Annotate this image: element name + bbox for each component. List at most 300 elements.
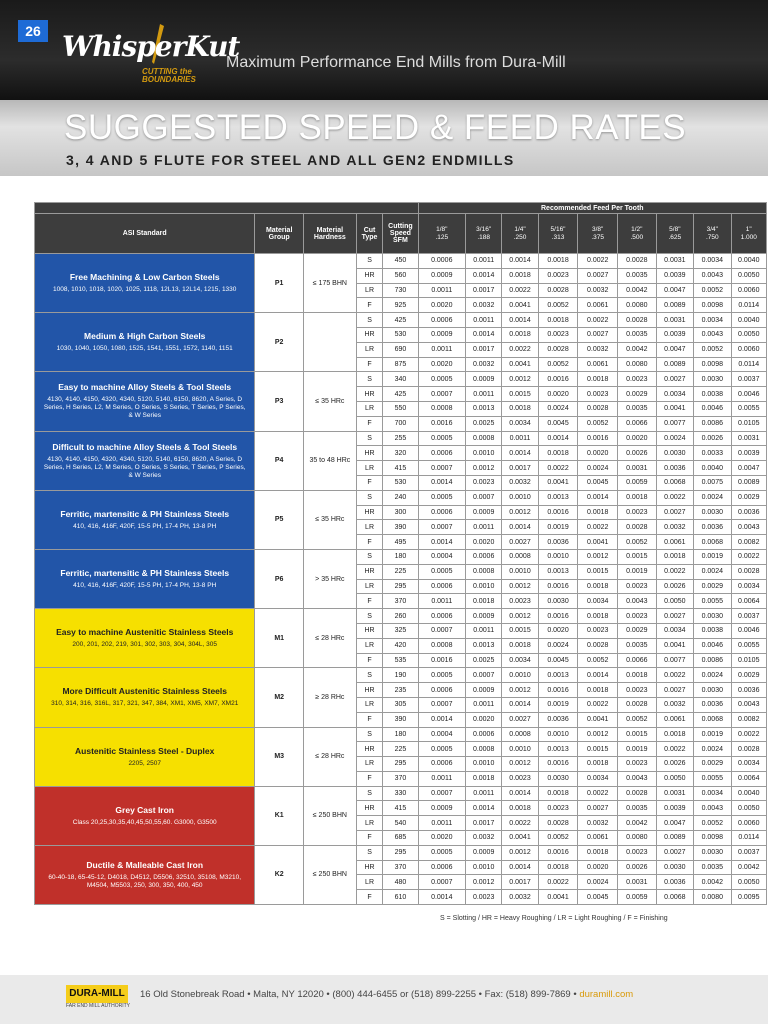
feed-cell: 0.0105 bbox=[731, 653, 766, 668]
feed-cell: 0.0005 bbox=[418, 372, 465, 387]
feed-cell: 0.0035 bbox=[618, 268, 657, 283]
feed-cell: 0.0034 bbox=[656, 387, 693, 402]
table-body bbox=[35, 254, 767, 905]
feed-cell: 0.0008 bbox=[418, 401, 465, 416]
cut-type-cell: S bbox=[356, 727, 382, 742]
feed-cell: 0.0052 bbox=[578, 416, 618, 431]
cut-type-cell: HR bbox=[356, 446, 382, 461]
material-group-cell: P6 bbox=[255, 549, 303, 608]
feed-cell: 0.0018 bbox=[538, 786, 578, 801]
feed-cell: 0.0019 bbox=[694, 727, 731, 742]
feed-cell: 0.0030 bbox=[694, 505, 731, 520]
feed-cell: 0.0029 bbox=[618, 623, 657, 638]
feed-cell: 0.0018 bbox=[502, 401, 538, 416]
table-row bbox=[35, 372, 767, 387]
feed-cell: 0.0023 bbox=[618, 757, 657, 772]
material-group-cell: K2 bbox=[255, 845, 303, 904]
feed-cell: 0.0006 bbox=[418, 446, 465, 461]
feed-cell: 0.0095 bbox=[731, 890, 766, 905]
feed-cell: 0.0018 bbox=[538, 860, 578, 875]
feed-cell: 0.0014 bbox=[502, 520, 538, 535]
feed-cell: 0.0032 bbox=[578, 816, 618, 831]
sfm-cell: 225 bbox=[383, 742, 418, 757]
feed-cell: 0.0016 bbox=[538, 505, 578, 520]
table-row bbox=[35, 668, 767, 683]
feed-cell: 0.0041 bbox=[502, 357, 538, 372]
feed-cell: 0.0028 bbox=[538, 816, 578, 831]
feed-cell: 0.0024 bbox=[656, 431, 693, 446]
material-hardness-cell: 35 to 48 HRc bbox=[303, 431, 356, 490]
page-footer bbox=[0, 975, 768, 1024]
feed-cell: 0.0023 bbox=[465, 890, 501, 905]
feed-cell: 0.0024 bbox=[694, 564, 731, 579]
col-diameter: 1" 1.000 bbox=[731, 214, 766, 254]
feed-cell: 0.0018 bbox=[578, 845, 618, 860]
feed-cell: 0.0038 bbox=[694, 387, 731, 402]
feed-cell: 0.0034 bbox=[656, 623, 693, 638]
material-hardness-cell: ≤ 175 BHN bbox=[303, 254, 356, 313]
material-hardness-cell: ≤ 28 HRc bbox=[303, 609, 356, 668]
cut-type-cell: HR bbox=[356, 742, 382, 757]
table-row bbox=[35, 313, 767, 328]
cut-type-cell: LR bbox=[356, 875, 382, 890]
feed-cell: 0.0052 bbox=[538, 831, 578, 846]
feed-cell: 0.0015 bbox=[502, 387, 538, 402]
feed-cell: 0.0011 bbox=[502, 431, 538, 446]
footer-url[interactable]: duramill.com bbox=[579, 989, 634, 1000]
sfm-cell: 540 bbox=[383, 816, 418, 831]
feed-cell: 0.0025 bbox=[465, 416, 501, 431]
feed-cell: 0.0013 bbox=[538, 490, 578, 505]
feed-cell: 0.0015 bbox=[578, 564, 618, 579]
feed-cell: 0.0029 bbox=[731, 490, 766, 505]
feed-cell: 0.0020 bbox=[465, 712, 501, 727]
feed-cell: 0.0043 bbox=[618, 771, 657, 786]
feed-cell: 0.0013 bbox=[538, 668, 578, 683]
cut-type-cell: S bbox=[356, 490, 382, 505]
feed-cell: 0.0010 bbox=[502, 742, 538, 757]
feed-cell: 0.0018 bbox=[502, 327, 538, 342]
feed-cell: 0.0050 bbox=[656, 594, 693, 609]
feed-cell: 0.0018 bbox=[578, 757, 618, 772]
material-title: Ductile & Malleable Cast Iron bbox=[86, 859, 204, 870]
feed-cell: 0.0005 bbox=[418, 668, 465, 683]
sfm-cell: 390 bbox=[383, 712, 418, 727]
feed-cell: 0.0012 bbox=[578, 727, 618, 742]
cut-type-cell: F bbox=[356, 475, 382, 490]
feed-cell: 0.0045 bbox=[538, 416, 578, 431]
feed-cell: 0.0035 bbox=[618, 801, 657, 816]
feed-cell: 0.0020 bbox=[538, 387, 578, 402]
material-title: Ferritic, martensitic & PH Stainless Steels bbox=[60, 568, 230, 579]
feed-cell: 0.0024 bbox=[538, 401, 578, 416]
feed-cell: 0.0040 bbox=[731, 254, 766, 269]
feed-cell: 0.0025 bbox=[465, 653, 501, 668]
feed-cell: 0.0024 bbox=[694, 490, 731, 505]
feed-cell: 0.0068 bbox=[656, 475, 693, 490]
sfm-cell: 480 bbox=[383, 875, 418, 890]
feed-cell: 0.0046 bbox=[731, 623, 766, 638]
cut-type-legend: S = Slotting / HR = Heavy Roughing / LR = Light Roughing / F = Finishing bbox=[440, 915, 668, 922]
feed-cell: 0.0077 bbox=[656, 653, 693, 668]
sfm-cell: 925 bbox=[383, 298, 418, 313]
feed-cell: 0.0089 bbox=[656, 298, 693, 313]
feed-cell: 0.0012 bbox=[502, 579, 538, 594]
dura-mill-logo: DURA-MILL bbox=[66, 985, 128, 1003]
feed-cell: 0.0019 bbox=[618, 564, 657, 579]
col-diameter: 5/16" .313 bbox=[538, 214, 578, 254]
cut-type-cell: F bbox=[356, 653, 382, 668]
feed-cell: 0.0050 bbox=[731, 801, 766, 816]
cut-type-cell: S bbox=[356, 254, 382, 269]
feed-cell: 0.0022 bbox=[538, 461, 578, 476]
feed-cell: 0.0022 bbox=[656, 668, 693, 683]
sfm-cell: 420 bbox=[383, 638, 418, 653]
sfm-cell: 190 bbox=[383, 668, 418, 683]
feed-cell: 0.0098 bbox=[694, 298, 731, 313]
sfm-cell: 180 bbox=[383, 727, 418, 742]
feed-cell: 0.0024 bbox=[694, 742, 731, 757]
sfm-cell: 305 bbox=[383, 697, 418, 712]
table-row bbox=[35, 786, 767, 801]
feed-cell: 0.0080 bbox=[694, 890, 731, 905]
feed-cell: 0.0018 bbox=[538, 313, 578, 328]
feed-cell: 0.0011 bbox=[418, 342, 465, 357]
feed-cell: 0.0026 bbox=[656, 757, 693, 772]
feed-cell: 0.0042 bbox=[618, 342, 657, 357]
table-row bbox=[35, 609, 767, 624]
feed-cell: 0.0004 bbox=[418, 727, 465, 742]
feed-cell: 0.0030 bbox=[656, 446, 693, 461]
feed-cell: 0.0034 bbox=[731, 579, 766, 594]
col-material-group: Material Group bbox=[255, 214, 303, 254]
sfm-cell: 255 bbox=[383, 431, 418, 446]
sfm-cell: 425 bbox=[383, 313, 418, 328]
table-row bbox=[35, 727, 767, 742]
sfm-cell: 610 bbox=[383, 890, 418, 905]
feed-cell: 0.0020 bbox=[418, 298, 465, 313]
feed-cell: 0.0036 bbox=[538, 535, 578, 550]
feed-cell: 0.0032 bbox=[578, 342, 618, 357]
feed-cell: 0.0061 bbox=[656, 535, 693, 550]
material-title: More Difficult Austenitic Stainless Steels bbox=[62, 686, 227, 697]
feed-cell: 0.0041 bbox=[578, 535, 618, 550]
feed-cell: 0.0014 bbox=[418, 712, 465, 727]
feed-cell: 0.0026 bbox=[618, 860, 657, 875]
feed-cell: 0.0032 bbox=[656, 520, 693, 535]
feed-cell: 0.0028 bbox=[578, 401, 618, 416]
sfm-cell: 320 bbox=[383, 446, 418, 461]
feed-cell: 0.0017 bbox=[465, 283, 501, 298]
sfm-cell: 425 bbox=[383, 387, 418, 402]
feed-cell: 0.0098 bbox=[694, 831, 731, 846]
material-grades: 310, 314, 316, 316L, 317, 321, 347, 384, XM1, XM5, XM7, XM21 bbox=[51, 700, 239, 708]
feed-cell: 0.0061 bbox=[578, 831, 618, 846]
sfm-cell: 370 bbox=[383, 771, 418, 786]
cut-type-cell: F bbox=[356, 890, 382, 905]
feed-cell: 0.0023 bbox=[618, 845, 657, 860]
material-standard-cell bbox=[35, 254, 255, 313]
feed-cell: 0.0042 bbox=[618, 816, 657, 831]
material-grades: 410, 416, 416F, 420F, 15-5 PH, 17-4 PH, 13-8 PH bbox=[73, 522, 217, 530]
material-group-cell: P1 bbox=[255, 254, 303, 313]
material-hardness-cell: ≤ 35 HRc bbox=[303, 490, 356, 549]
feed-cell: 0.0010 bbox=[502, 564, 538, 579]
feed-cell: 0.0005 bbox=[418, 431, 465, 446]
feed-cell: 0.0043 bbox=[731, 697, 766, 712]
feed-cell: 0.0012 bbox=[502, 372, 538, 387]
feed-cell: 0.0008 bbox=[465, 564, 501, 579]
feed-cell: 0.0016 bbox=[538, 372, 578, 387]
cut-type-cell: HR bbox=[356, 623, 382, 638]
feed-cell: 0.0005 bbox=[418, 564, 465, 579]
feed-cell: 0.0004 bbox=[418, 549, 465, 564]
feed-cell: 0.0016 bbox=[538, 757, 578, 772]
material-grades: 4130, 4140, 4150, 4320, 4340, 5120, 5140, 6150, 8620, A Series, D Series, H Series, L2, M Series, O Series, S Series, T Series, P Series, & W Series bbox=[43, 455, 246, 479]
header-blank bbox=[35, 203, 419, 214]
cut-type-cell: F bbox=[356, 594, 382, 609]
feed-cell: 0.0022 bbox=[502, 816, 538, 831]
feed-cell: 0.0022 bbox=[502, 342, 538, 357]
material-hardness-cell: ≤ 35 HRc bbox=[303, 372, 356, 431]
feed-cell: 0.0089 bbox=[731, 475, 766, 490]
material-standard-cell bbox=[35, 786, 255, 845]
feed-cell: 0.0035 bbox=[618, 327, 657, 342]
feed-cell: 0.0015 bbox=[618, 727, 657, 742]
feed-cell: 0.0007 bbox=[465, 490, 501, 505]
sfm-cell: 415 bbox=[383, 461, 418, 476]
feed-cell: 0.0027 bbox=[578, 268, 618, 283]
feed-cell: 0.0039 bbox=[656, 801, 693, 816]
feed-cell: 0.0036 bbox=[731, 505, 766, 520]
feed-cell: 0.0028 bbox=[538, 283, 578, 298]
feed-cell: 0.0020 bbox=[578, 446, 618, 461]
feed-cell: 0.0023 bbox=[538, 801, 578, 816]
cut-type-cell: F bbox=[356, 535, 382, 550]
material-title: Easy to machine Alloy Steels & Tool Steels bbox=[58, 382, 232, 393]
feed-cell: 0.0028 bbox=[618, 697, 657, 712]
feed-cell: 0.0061 bbox=[656, 712, 693, 727]
sfm-cell: 530 bbox=[383, 327, 418, 342]
sfm-cell: 550 bbox=[383, 401, 418, 416]
feed-cell: 0.0027 bbox=[502, 535, 538, 550]
cut-type-cell: LR bbox=[356, 342, 382, 357]
material-hardness-cell: ≤ 250 BHN bbox=[303, 786, 356, 845]
feed-cell: 0.0019 bbox=[618, 742, 657, 757]
feed-cell: 0.0037 bbox=[731, 372, 766, 387]
feed-cell: 0.0018 bbox=[578, 579, 618, 594]
feed-cell: 0.0041 bbox=[538, 475, 578, 490]
material-group-cell: P5 bbox=[255, 490, 303, 549]
feed-cell: 0.0041 bbox=[502, 298, 538, 313]
feed-cell: 0.0018 bbox=[538, 254, 578, 269]
feed-cell: 0.0006 bbox=[418, 609, 465, 624]
feed-cell: 0.0059 bbox=[618, 890, 657, 905]
feed-cell: 0.0023 bbox=[618, 683, 657, 698]
feed-cell: 0.0022 bbox=[578, 254, 618, 269]
feed-cell: 0.0020 bbox=[418, 831, 465, 846]
feed-cell: 0.0068 bbox=[694, 535, 731, 550]
material-title: Medium & High Carbon Steels bbox=[84, 331, 206, 342]
feed-cell: 0.0024 bbox=[578, 875, 618, 890]
cut-type-cell: LR bbox=[356, 697, 382, 712]
feed-cell: 0.0007 bbox=[418, 520, 465, 535]
col-diameter: 3/16" .188 bbox=[465, 214, 501, 254]
cut-type-cell: F bbox=[356, 298, 382, 313]
sfm-cell: 685 bbox=[383, 831, 418, 846]
feed-cell: 0.0060 bbox=[731, 816, 766, 831]
feed-cell: 0.0026 bbox=[694, 431, 731, 446]
feed-cell: 0.0006 bbox=[418, 683, 465, 698]
material-title: Grey Cast Iron bbox=[115, 804, 174, 815]
feed-cell: 0.0010 bbox=[465, 860, 501, 875]
feed-cell: 0.0023 bbox=[578, 623, 618, 638]
material-standard-cell bbox=[35, 549, 255, 608]
feed-cell: 0.0042 bbox=[618, 283, 657, 298]
feed-cell: 0.0038 bbox=[694, 623, 731, 638]
feed-cell: 0.0046 bbox=[694, 401, 731, 416]
feed-cell: 0.0022 bbox=[656, 742, 693, 757]
header-row-top bbox=[35, 203, 767, 214]
feed-cell: 0.0036 bbox=[694, 520, 731, 535]
feed-cell: 0.0066 bbox=[618, 416, 657, 431]
header-tagline: Maximum Performance End Mills from Dura-Mill bbox=[226, 54, 566, 71]
feed-cell: 0.0052 bbox=[538, 298, 578, 313]
feed-cell: 0.0034 bbox=[731, 757, 766, 772]
feed-cell: 0.0089 bbox=[656, 357, 693, 372]
feed-cell: 0.0047 bbox=[731, 461, 766, 476]
cut-type-cell: F bbox=[356, 416, 382, 431]
feed-cell: 0.0028 bbox=[538, 342, 578, 357]
feed-cell: 0.0011 bbox=[465, 623, 501, 638]
feed-cell: 0.0007 bbox=[418, 697, 465, 712]
feed-cell: 0.0023 bbox=[538, 327, 578, 342]
feed-cell: 0.0018 bbox=[465, 594, 501, 609]
feed-cell: 0.0037 bbox=[731, 609, 766, 624]
material-grades: 4130, 4140, 4150, 4320, 4340, 5120, 5140, 6150, 8620, A Series, D Series, H Series, L2, M Series, O Series, S Series, T Series, P Series, & W Series bbox=[43, 396, 246, 420]
sfm-cell: 240 bbox=[383, 490, 418, 505]
feed-cell: 0.0039 bbox=[731, 446, 766, 461]
cut-type-cell: LR bbox=[356, 283, 382, 298]
feed-cell: 0.0027 bbox=[578, 327, 618, 342]
feed-cell: 0.0022 bbox=[731, 727, 766, 742]
material-grades: 60-40-18, 65-45-12, D4018, D4512, D5506, 32510, 35108, M3210, M4504, M5503, 250, 300, 350, 400, 450 bbox=[48, 873, 242, 889]
sfm-cell: 730 bbox=[383, 283, 418, 298]
feed-cell: 0.0030 bbox=[538, 594, 578, 609]
feed-cell: 0.0030 bbox=[694, 845, 731, 860]
feed-cell: 0.0009 bbox=[465, 372, 501, 387]
feed-cell: 0.0023 bbox=[465, 475, 501, 490]
feed-cell: 0.0029 bbox=[694, 579, 731, 594]
feed-cell: 0.0018 bbox=[656, 727, 693, 742]
feed-cell: 0.0020 bbox=[578, 860, 618, 875]
feed-cell: 0.0047 bbox=[656, 342, 693, 357]
feed-cell: 0.0028 bbox=[618, 313, 657, 328]
feed-cell: 0.0035 bbox=[618, 638, 657, 653]
feed-cell: 0.0039 bbox=[656, 327, 693, 342]
cut-type-cell: HR bbox=[356, 268, 382, 283]
feed-cell: 0.0015 bbox=[618, 549, 657, 564]
feed-cell: 0.0011 bbox=[465, 254, 501, 269]
feed-cell: 0.0020 bbox=[418, 357, 465, 372]
feed-cell: 0.0031 bbox=[731, 431, 766, 446]
feed-cell: 0.0082 bbox=[731, 535, 766, 550]
feed-cell: 0.0055 bbox=[731, 638, 766, 653]
feed-cell: 0.0080 bbox=[618, 831, 657, 846]
feed-cell: 0.0052 bbox=[618, 712, 657, 727]
cut-type-cell: HR bbox=[356, 564, 382, 579]
sfm-cell: 370 bbox=[383, 594, 418, 609]
feed-cell: 0.0028 bbox=[578, 638, 618, 653]
feed-cell: 0.0011 bbox=[418, 816, 465, 831]
feed-cell: 0.0040 bbox=[731, 786, 766, 801]
cut-type-cell: S bbox=[356, 786, 382, 801]
feed-cell: 0.0007 bbox=[418, 387, 465, 402]
material-title: Free Machining & Low Carbon Steels bbox=[69, 272, 220, 283]
feed-cell: 0.0086 bbox=[694, 416, 731, 431]
feed-cell: 0.0010 bbox=[465, 757, 501, 772]
cut-type-cell: S bbox=[356, 313, 382, 328]
feed-cell: 0.0011 bbox=[418, 771, 465, 786]
feed-cell: 0.0006 bbox=[418, 757, 465, 772]
cut-type-cell: F bbox=[356, 712, 382, 727]
feed-cell: 0.0050 bbox=[656, 771, 693, 786]
feed-cell: 0.0022 bbox=[731, 549, 766, 564]
cut-type-cell: LR bbox=[356, 816, 382, 831]
feed-cell: 0.0032 bbox=[465, 357, 501, 372]
feed-cell: 0.0029 bbox=[618, 387, 657, 402]
feed-cell: 0.0045 bbox=[578, 890, 618, 905]
feed-cell: 0.0077 bbox=[656, 416, 693, 431]
feed-cell: 0.0013 bbox=[538, 564, 578, 579]
feed-cell: 0.0018 bbox=[578, 372, 618, 387]
material-standard-cell bbox=[35, 313, 255, 372]
feed-cell: 0.0036 bbox=[656, 875, 693, 890]
col-cutting-speed: Cutting Speed SFM bbox=[383, 214, 418, 254]
table-row bbox=[35, 490, 767, 505]
feed-cell: 0.0052 bbox=[618, 535, 657, 550]
feed-cell: 0.0011 bbox=[418, 283, 465, 298]
speed-feed-table bbox=[34, 202, 767, 905]
sfm-cell: 225 bbox=[383, 564, 418, 579]
feed-cell: 0.0010 bbox=[502, 490, 538, 505]
sfm-cell: 390 bbox=[383, 520, 418, 535]
feed-cell: 0.0066 bbox=[618, 653, 657, 668]
feed-cell: 0.0061 bbox=[578, 298, 618, 313]
material-standard-cell bbox=[35, 727, 255, 786]
feed-cell: 0.0041 bbox=[656, 638, 693, 653]
sfm-cell: 370 bbox=[383, 860, 418, 875]
feed-cell: 0.0055 bbox=[694, 771, 731, 786]
material-hardness-cell: ≤ 28 HRc bbox=[303, 727, 356, 786]
feed-cell: 0.0052 bbox=[694, 342, 731, 357]
cut-type-cell: HR bbox=[356, 327, 382, 342]
feed-cell: 0.0114 bbox=[731, 298, 766, 313]
feed-cell: 0.0032 bbox=[502, 475, 538, 490]
feed-cell: 0.0036 bbox=[694, 697, 731, 712]
feed-cell: 0.0007 bbox=[418, 875, 465, 890]
feed-cell: 0.0032 bbox=[465, 298, 501, 313]
feed-cell: 0.0007 bbox=[418, 461, 465, 476]
feed-cell: 0.0024 bbox=[578, 461, 618, 476]
feed-cell: 0.0080 bbox=[618, 357, 657, 372]
feed-cell: 0.0029 bbox=[731, 668, 766, 683]
feed-cell: 0.0022 bbox=[538, 875, 578, 890]
feed-cell: 0.0035 bbox=[618, 401, 657, 416]
feed-cell: 0.0027 bbox=[656, 372, 693, 387]
feed-cell: 0.0008 bbox=[502, 727, 538, 742]
feed-cell: 0.0018 bbox=[618, 490, 657, 505]
